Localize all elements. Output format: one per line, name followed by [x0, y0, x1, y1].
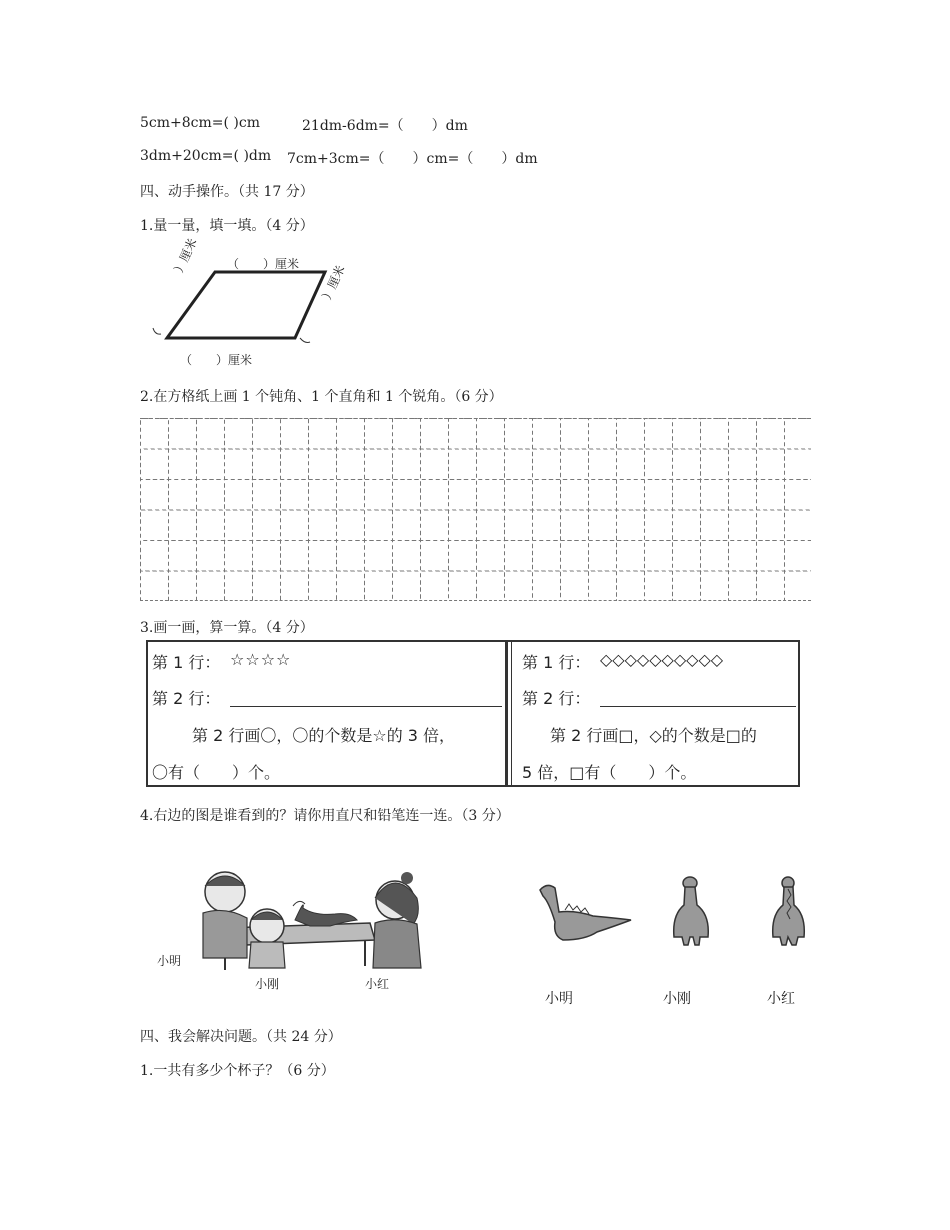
question-1-title: 1.量一量，填一填。（4 分） [140, 218, 314, 234]
right-name-xiaogang: 小刚 [663, 991, 691, 1007]
label-bottom-length: （ ）厘米 [180, 353, 253, 367]
left-row1-stars: ☆☆☆☆ [230, 650, 292, 669]
left-answer: 〇有（ ）个。 [152, 763, 281, 782]
left-name-xiaogang: 小刚 [255, 977, 280, 991]
left-instruction: 第 2 行画〇，〇的个数是☆的 3 倍， [192, 726, 456, 745]
right-answer: 5 倍，□有（ ）个。 [522, 763, 697, 782]
dinosaur-side-view [535, 880, 635, 945]
question-3-title: 3.画一画，算一算。（4 分） [140, 620, 314, 636]
draw-and-calc-table [146, 640, 800, 787]
left-name-xiaohong: 小红 [365, 977, 390, 991]
label-left-length: ）厘米 [171, 236, 200, 275]
dinosaur-front-view [668, 875, 713, 947]
conversion-1b: 21dm-6dm=（ ）dm [302, 118, 468, 134]
problem-1-title: 1.一共有多少个杯子？（6 分） [140, 1063, 335, 1079]
question-2-title: 2.在方格纸上画 1 个钝角、1 个直角和 1 个锐角。（6 分） [140, 389, 503, 405]
label-right-length: ）厘米 [319, 263, 348, 302]
left-row1-label: 第 1 行： [152, 653, 221, 672]
section-title-problem-solving: 四、我会解决问题。（共 24 分） [140, 1029, 342, 1045]
label-top-length: （ ）厘米 [227, 257, 300, 271]
conversion-1a: 5cm+8cm=( )cm [140, 115, 260, 131]
grid-paper-border [140, 418, 811, 601]
children-table-illustration [185, 868, 435, 973]
right-name-xiaoming: 小明 [545, 991, 573, 1007]
dinosaur-back-view [768, 875, 808, 947]
right-name-xiaohong: 小红 [767, 991, 795, 1007]
table-cell-left [148, 642, 508, 785]
section-title-hands-on: 四、动手操作。（共 17 分） [140, 184, 314, 200]
left-name-xiaoming: 小明 [157, 954, 182, 968]
question-4-title: 4.右边的图是谁看到的？请你用直尺和铅笔连一连。（3 分） [140, 808, 510, 824]
table-cell-right [511, 642, 798, 785]
right-instruction: 第 2 行画□，◇的个数是□的 [550, 726, 757, 745]
right-row1-label: 第 1 行： [522, 653, 591, 672]
conversion-2a: 3dm+20cm=( )dm [140, 148, 272, 164]
left-row2-answer-line[interactable] [230, 706, 502, 707]
left-row2-label: 第 2 行： [152, 689, 221, 708]
conversion-2b: 7cm+3cm=（ ）cm=（ ）dm [287, 151, 538, 167]
right-row1-diamonds: ◇◇◇◇◇◇◇◇◇◇ [600, 650, 724, 669]
right-row2-label: 第 2 行： [522, 689, 591, 708]
right-row2-answer-line[interactable] [600, 706, 796, 707]
